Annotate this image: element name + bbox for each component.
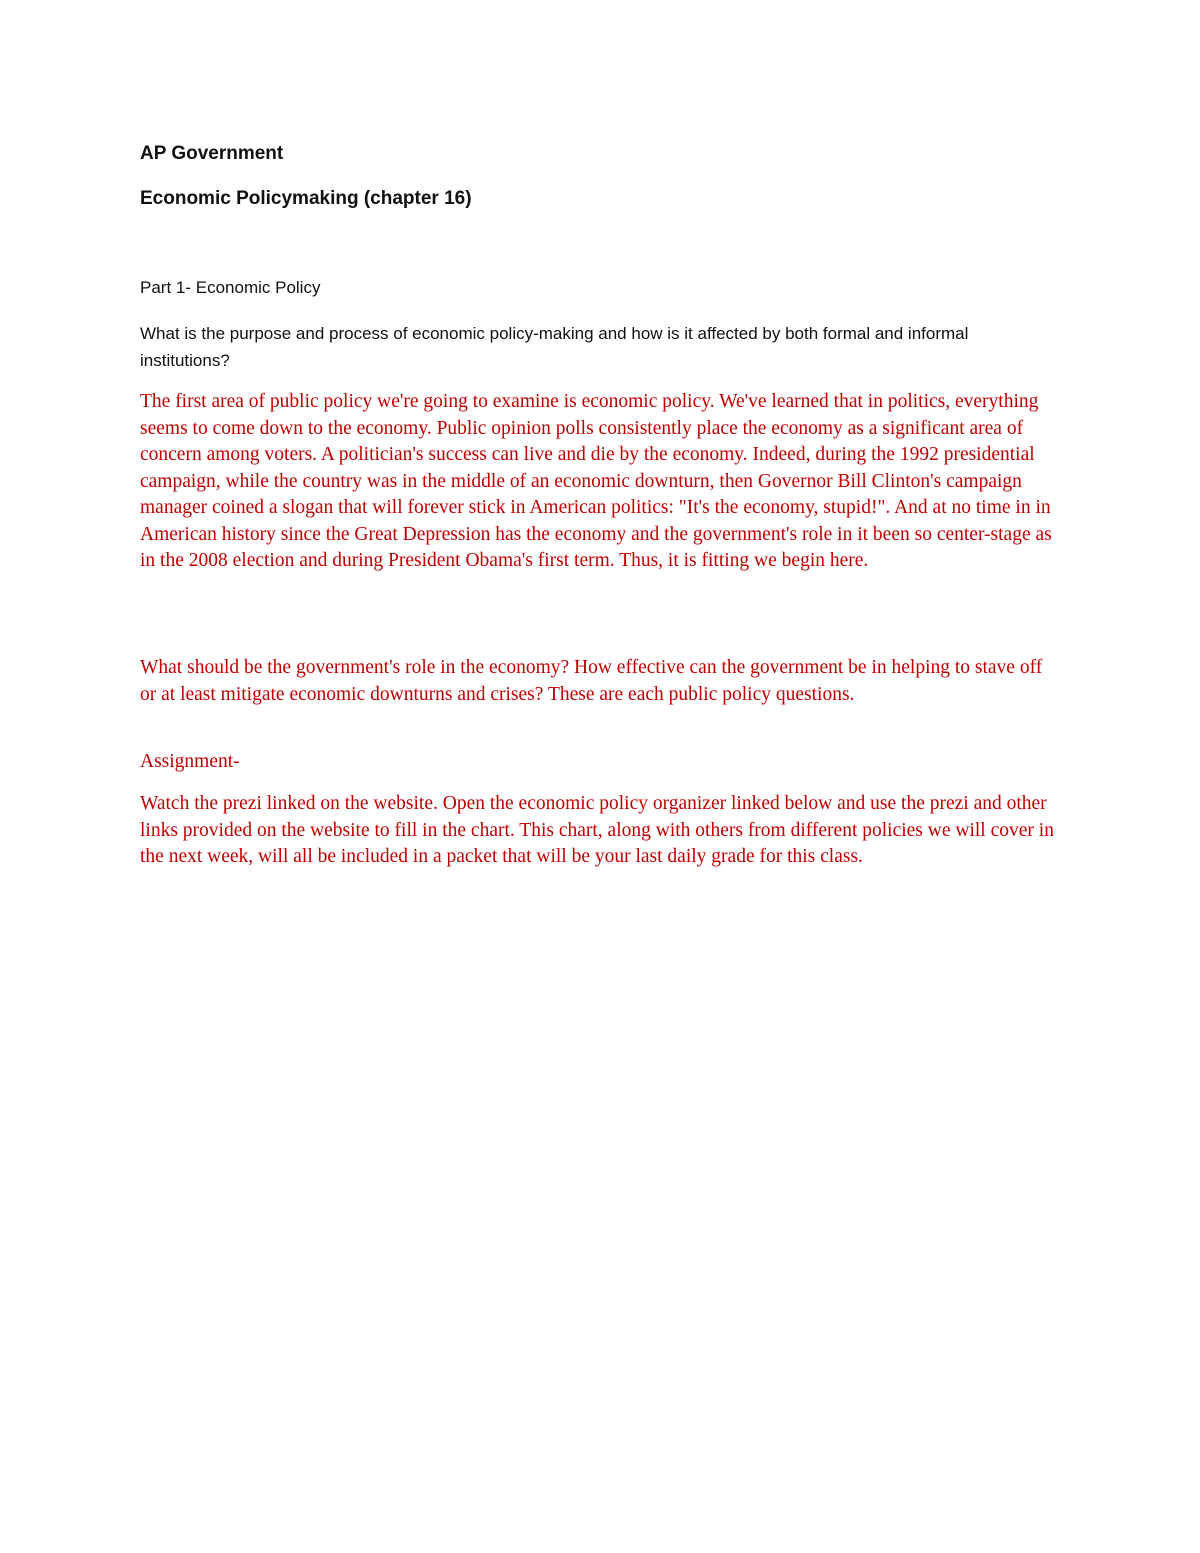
part-heading: Part 1- Economic Policy bbox=[140, 278, 321, 297]
intro-paragraph: The first area of public policy we're going to examine is economic policy. We've learned that in politics, everything seems to come down to the economy. Public opinion polls consistently place the economy as a significant area of concern among voters. A politician's success can live and die by the economy. Indeed, during the 1992 presidential campaign, while the country was in the middle of an economic downturn, then Governor Bill Clinton's campaign manager coined a slogan that will forever stick in American politics: "It's the economy, stupid!". And at no time in in American history since the Great Depression has the economy and the government's role in it been so center-stage as in the 2008 election and during President Obama's first term. Thus, it is fitting we begin here. bbox=[140, 391, 1052, 571]
assignment-paragraph: Watch the prezi linked on the website. Open the economic policy organizer linked below and use the prezi and other links provided on the website to fill in the chart. This chart, along with others from different policies we will cover in the next week, will all be included in a packet that will be your last daily grade for this class. bbox=[140, 793, 1054, 867]
document-title: AP Government bbox=[140, 143, 284, 164]
guiding-question: What is the purpose and process of economic policy-making and how is it affected by both formal and informal institutions? bbox=[140, 324, 969, 370]
document-subtitle: Economic Policymaking (chapter 16) bbox=[140, 188, 472, 209]
assignment-heading: Assignment- bbox=[140, 751, 240, 772]
questions-paragraph: What should be the government's role in the economy? How effective can the government be in helping to stave off or at least mitigate economic downturns and crises? These are each public policy questions. bbox=[140, 657, 1043, 705]
